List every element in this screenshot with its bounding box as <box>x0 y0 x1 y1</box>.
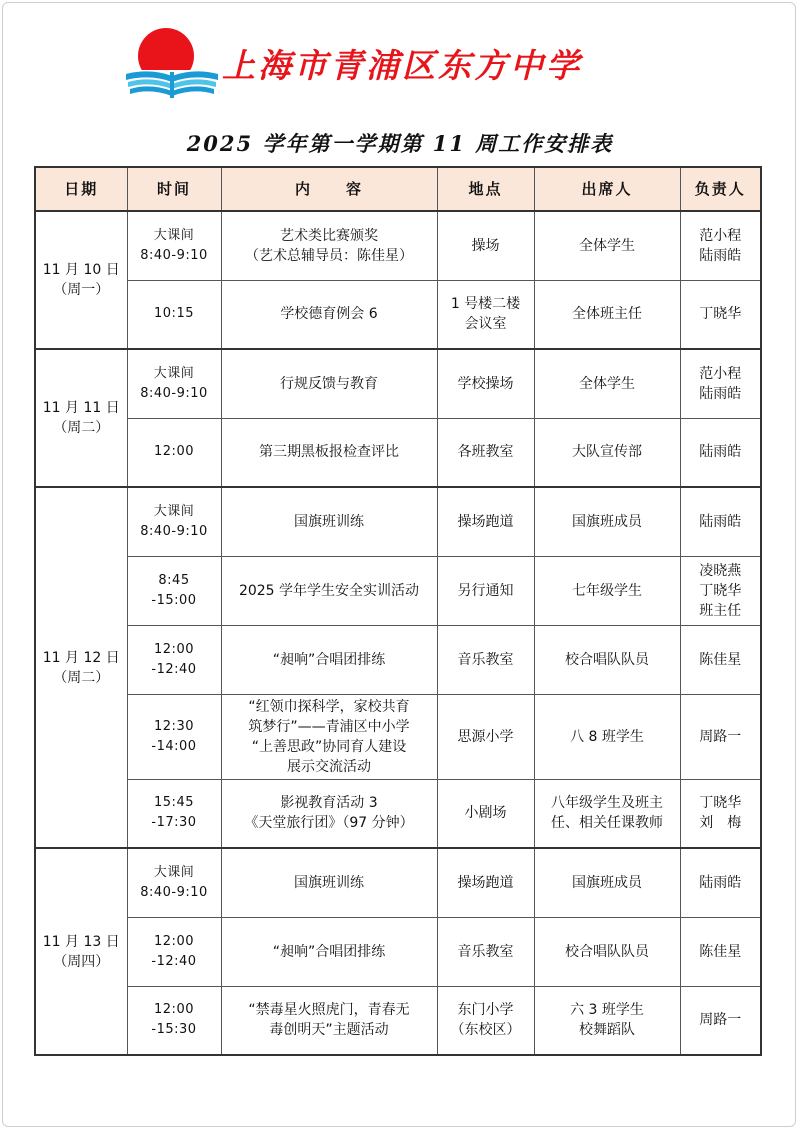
owner-line: 范小程 <box>699 365 742 382</box>
content-cell <box>221 625 437 694</box>
attendees-cell <box>534 694 680 779</box>
content-cell <box>221 779 437 848</box>
content-cell <box>221 556 437 625</box>
attendees-cell <box>534 487 680 556</box>
attendees-line: 国旗班成员 <box>572 513 642 530</box>
time-cell <box>127 418 221 487</box>
time-cell <box>127 556 221 625</box>
attendees-line: 国旗班成员 <box>572 874 642 891</box>
attendees-cell <box>534 280 680 349</box>
table-row <box>35 848 761 917</box>
place-line: 操场 <box>471 237 500 254</box>
content-line: “昶响”合唱团排练 <box>272 943 386 960</box>
attendees-line: 八年级学生及班主 <box>551 795 663 812</box>
owner-line: 凌晓燕 <box>699 562 742 579</box>
attendees-cell <box>534 848 680 917</box>
place-line: 各班教室 <box>457 444 514 461</box>
attendees-cell <box>534 625 680 694</box>
time-line: 大课间 <box>153 365 195 381</box>
time-line: 大课间 <box>153 503 195 519</box>
place-line: 1 号楼二楼 <box>450 296 521 313</box>
date-text: 11 月 13 日 <box>42 933 120 950</box>
time-cell <box>127 848 221 917</box>
attendees-cell <box>534 986 680 1055</box>
owner-cell <box>680 986 761 1055</box>
place-cell <box>437 211 534 280</box>
place-line: 另行通知 <box>457 582 514 599</box>
attendees-line: 任、相关任课教师 <box>551 815 663 832</box>
time-line: 8:40-9:10 <box>140 385 208 401</box>
place-line: 会议室 <box>464 316 507 333</box>
table-row <box>35 779 761 848</box>
place-cell <box>437 779 534 848</box>
owner-cell <box>680 625 761 694</box>
date-text: 11 月 10 日 <box>42 262 120 278</box>
table-row <box>35 211 761 280</box>
owner-cell <box>680 779 761 848</box>
time-line: -15:30 <box>151 1022 197 1038</box>
time-line: 8:40-9:10 <box>140 247 208 263</box>
time-cell <box>127 779 221 848</box>
time-line: 12:00 <box>154 1002 194 1018</box>
table-row <box>35 280 761 349</box>
place-line: 操场跑道 <box>457 874 514 891</box>
attendees-cell <box>534 917 680 986</box>
owner-line: 丁晓华 <box>699 306 742 323</box>
owner-line: 刘 梅 <box>699 815 742 832</box>
content-line: 展示交流活动 <box>287 758 371 775</box>
content-line: 学校德育例会 6 <box>280 306 378 323</box>
place-cell <box>437 917 534 986</box>
content-line: 2025 学年学生安全实训活动 <box>238 582 420 599</box>
owner-cell <box>680 556 761 625</box>
owner-line: 陆雨皓 <box>699 385 742 402</box>
content-cell <box>221 349 437 418</box>
content-line: 《天堂旅行团》（97 分钟） <box>244 815 414 832</box>
content-line: 行规反馈与教育 <box>280 375 378 392</box>
place-cell <box>437 418 534 487</box>
owner-line: 班主任 <box>699 602 742 619</box>
owner-line: 陆雨皓 <box>699 247 742 264</box>
time-cell <box>127 986 221 1055</box>
content-line: 国旗班训练 <box>294 874 364 891</box>
date-text: 11 月 12 日 <box>42 649 120 666</box>
attendees-line: 全体学生 <box>579 375 635 392</box>
attendees-cell <box>534 556 680 625</box>
content-line: 筑梦行”——青浦区中小学 <box>248 718 410 735</box>
content-line: “红领巾探科学，家校共育 <box>248 698 410 715</box>
place-line: 思源小学 <box>457 728 514 745</box>
table-row <box>35 917 761 986</box>
time-line: 8:40-9:10 <box>140 884 208 900</box>
content-line: “昶响”合唱团排练 <box>272 651 386 668</box>
date-cell <box>35 487 127 848</box>
place-cell <box>437 349 534 418</box>
time-line: 大课间 <box>153 227 195 243</box>
time-line: 大课间 <box>153 864 195 880</box>
owner-line: 陈佳星 <box>699 943 742 960</box>
content-line: “禁毒星火照虎门，青春无 <box>248 1002 410 1019</box>
time-cell <box>127 625 221 694</box>
attendees-line: 八 8 班学生 <box>570 728 644 745</box>
owner-cell <box>680 211 761 280</box>
table-row <box>35 349 761 418</box>
content-cell <box>221 986 437 1055</box>
owner-line: 陆雨皓 <box>699 513 742 530</box>
place-cell <box>437 694 534 779</box>
column-header: 时间 <box>127 167 221 211</box>
attendees-cell <box>534 779 680 848</box>
date-cell <box>35 848 127 1055</box>
table-row <box>35 625 761 694</box>
column-header: 出席人 <box>534 167 680 211</box>
attendees-line: 全体班主任 <box>572 306 642 323</box>
table-row <box>35 487 761 556</box>
column-header: 内 容 <box>221 167 437 211</box>
table-row <box>35 986 761 1055</box>
content-cell <box>221 487 437 556</box>
owner-cell <box>680 280 761 349</box>
time-line: 8:40-9:10 <box>140 523 208 539</box>
content-line: 艺术类比赛颁奖 <box>280 227 378 244</box>
date-cell <box>35 349 127 487</box>
time-line: 10:15 <box>154 306 194 322</box>
time-cell <box>127 211 221 280</box>
place-line: 学校操场 <box>457 375 514 392</box>
weekday-text: （周一） <box>53 282 110 298</box>
table-row <box>35 694 761 779</box>
time-line: 12:00 <box>154 641 194 657</box>
place-cell <box>437 848 534 917</box>
attendees-cell <box>534 418 680 487</box>
time-line: -14:00 <box>151 738 197 754</box>
content-cell <box>221 694 437 779</box>
content-cell <box>221 280 437 349</box>
owner-line: 范小程 <box>699 227 742 244</box>
owner-line: 丁晓华 <box>699 582 742 599</box>
time-line: -12:40 <box>151 953 197 969</box>
content-line: 影视教育活动 3 <box>280 795 378 812</box>
owner-line: 周路一 <box>699 1012 742 1029</box>
place-cell <box>437 487 534 556</box>
content-line: 毒创明天”主题活动 <box>269 1022 389 1039</box>
place-line: 音乐教室 <box>457 651 514 668</box>
table-row <box>35 556 761 625</box>
content-cell <box>221 848 437 917</box>
place-cell <box>437 556 534 625</box>
date-text: 11 月 11 日 <box>42 400 120 416</box>
content-cell <box>221 917 437 986</box>
content-line: （艺术总辅导员：陈佳星） <box>245 247 413 264</box>
time-line: 12:30 <box>154 718 194 734</box>
time-line: -12:40 <box>151 661 197 677</box>
place-cell <box>437 625 534 694</box>
place-line: 音乐教室 <box>457 943 514 960</box>
attendees-line: 校舞蹈队 <box>579 1022 635 1039</box>
page-title: 2025 学年第一学期第 11 周工作安排表 <box>186 131 614 156</box>
place-line: （东校区） <box>450 1022 521 1039</box>
place-cell <box>437 986 534 1055</box>
weekday-text: （周四） <box>53 953 110 970</box>
owner-line: 丁晓华 <box>699 795 742 812</box>
owner-cell <box>680 848 761 917</box>
time-cell <box>127 694 221 779</box>
time-line: 8:45 <box>158 572 190 588</box>
table-header-row <box>35 167 761 211</box>
owner-cell <box>680 418 761 487</box>
place-line: 东门小学 <box>457 1002 514 1019</box>
time-cell <box>127 280 221 349</box>
attendees-line: 大队宣传部 <box>572 444 642 461</box>
column-header: 日期 <box>35 167 127 211</box>
owner-line: 陆雨皓 <box>699 874 742 891</box>
time-cell <box>127 349 221 418</box>
weekday-text: （周二） <box>53 420 110 436</box>
attendees-line: 六 3 班学生 <box>570 1002 644 1019</box>
weekday-text: （周二） <box>53 669 110 686</box>
attendees-line: 校合唱队队员 <box>565 651 649 668</box>
column-header: 地点 <box>437 167 534 211</box>
owner-cell <box>680 694 761 779</box>
time-cell <box>127 487 221 556</box>
school-name: 上海市青浦区东方中学 <box>222 46 582 85</box>
column-header: 负责人 <box>680 167 761 211</box>
attendees-cell <box>534 349 680 418</box>
content-line: “上善思政”协同育人建设 <box>251 738 407 755</box>
place-line: 操场跑道 <box>457 513 514 530</box>
attendees-line: 七年级学生 <box>572 582 642 599</box>
owner-cell <box>680 487 761 556</box>
owner-cell <box>680 349 761 418</box>
table-row <box>35 418 761 487</box>
content-line: 第三期黑板报检查评比 <box>259 444 399 461</box>
school-logo-icon <box>122 24 222 100</box>
owner-line: 陆雨皓 <box>699 444 742 461</box>
time-cell <box>127 917 221 986</box>
place-line: 小剧场 <box>464 805 507 822</box>
time-line: -15:00 <box>151 592 197 608</box>
owner-line: 陈佳星 <box>699 651 742 668</box>
owner-line: 周路一 <box>699 728 742 745</box>
attendees-line: 全体学生 <box>579 237 635 254</box>
time-line: 15:45 <box>154 795 194 811</box>
owner-cell <box>680 917 761 986</box>
schedule-table <box>34 166 762 1056</box>
attendees-cell <box>534 211 680 280</box>
time-line: 12:00 <box>154 444 194 460</box>
place-cell <box>437 280 534 349</box>
content-cell <box>221 418 437 487</box>
content-cell <box>221 211 437 280</box>
date-cell <box>35 211 127 349</box>
time-line: -17:30 <box>151 815 197 831</box>
attendees-line: 校合唱队队员 <box>565 943 649 960</box>
time-line: 12:00 <box>154 933 194 949</box>
content-line: 国旗班训练 <box>294 513 364 530</box>
